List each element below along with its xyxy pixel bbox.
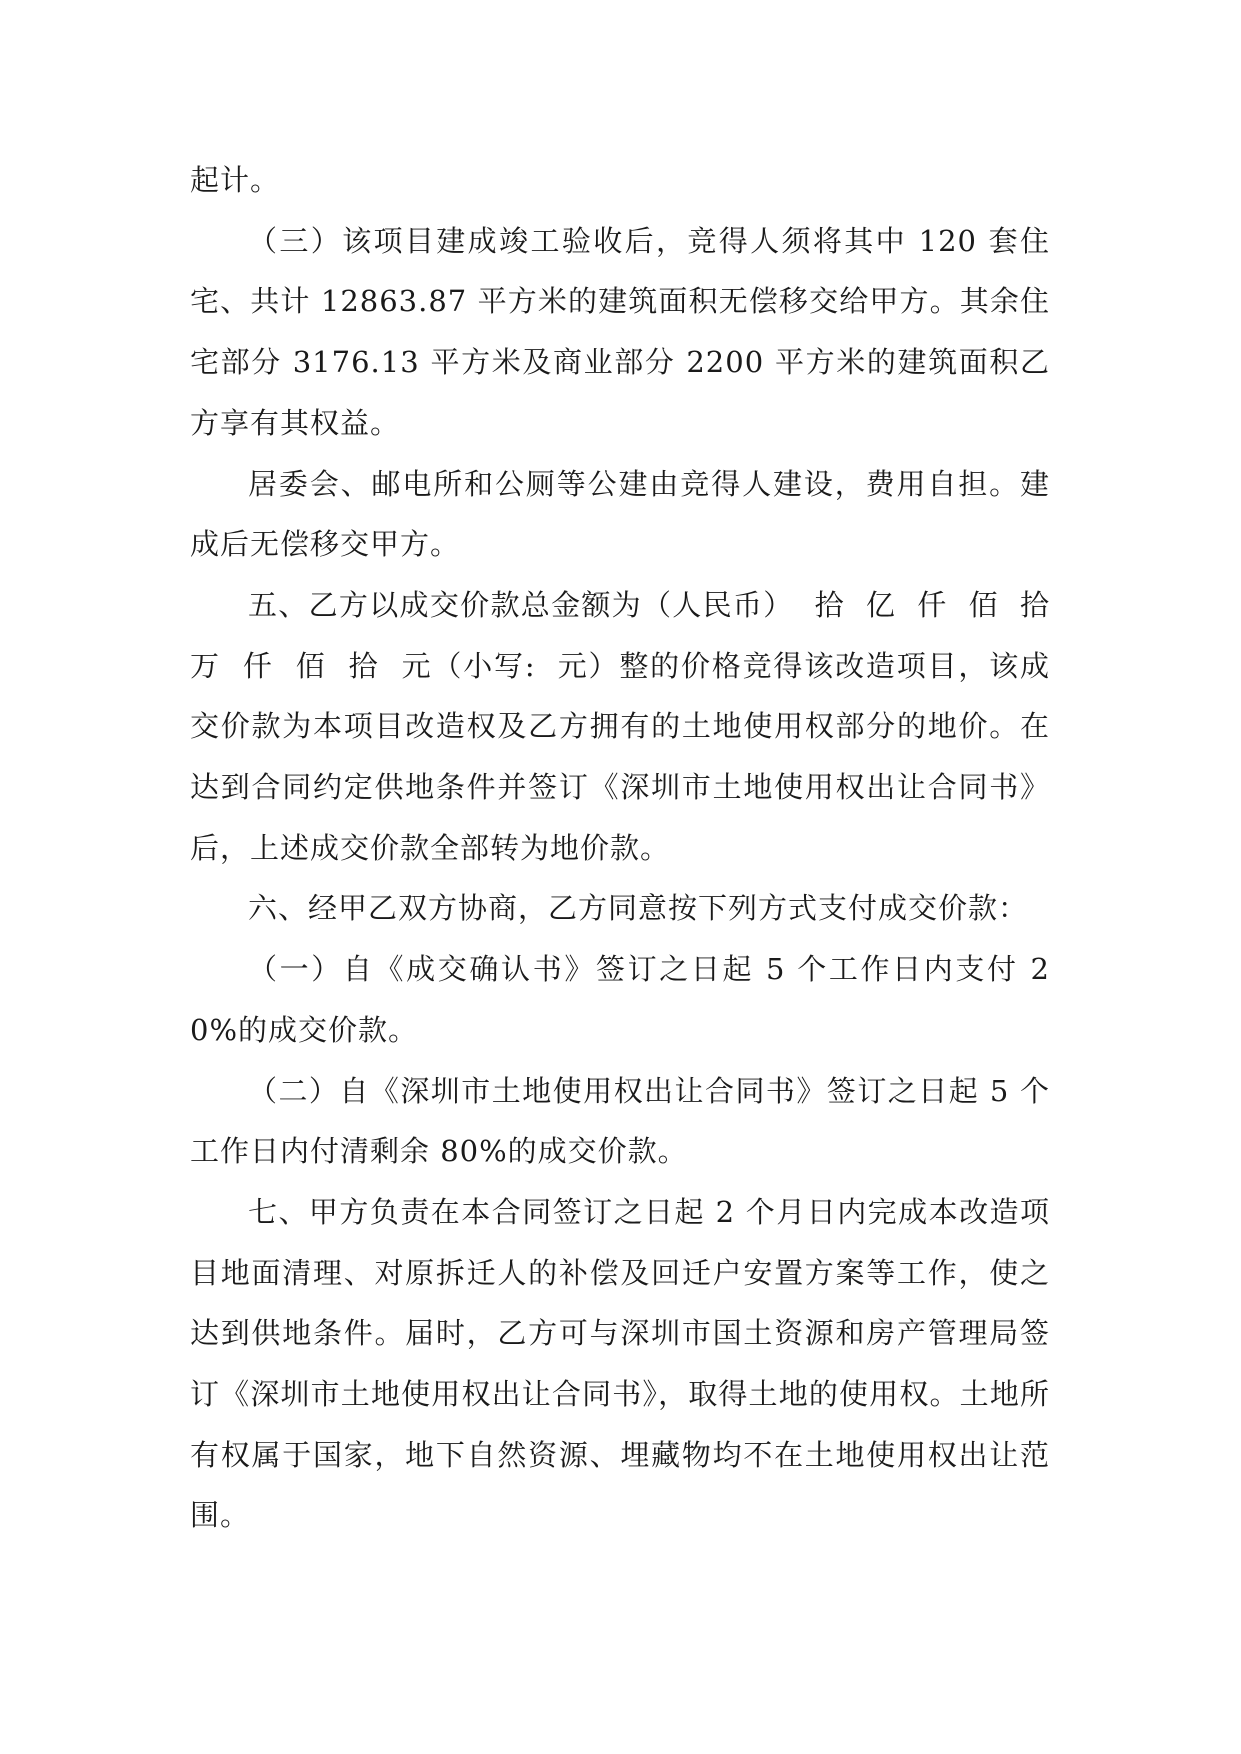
paragraph-payment-2: （二）自《深圳市土地使用权出让合同书》签订之日起 5 个工作日内付清剩余 80%的成交价款。 xyxy=(190,1073,1050,1169)
document-body xyxy=(190,150,1071,1546)
paragraph-clause-3: （三）该项目建成竣工验收后，竞得人须将其中 120 套住宅、共计 12863.87 平方米的建筑面积无偿移交给甲方。其余住宅部分 3176.13 平方米及商业部分 2200 平方米的建筑面积乙方享有其权益。 xyxy=(190,223,1050,440)
paragraph-article-6: 六、经甲乙双方协商，乙方同意按下列方式支付成交价款： xyxy=(248,891,1029,926)
paragraph-article-5: 五、乙方以成交价款总金额为（人民币） 拾 亿 仟 佰 拾 万 仟 佰 拾 元（小写: 元）整的价格竞得该改造项目，该成交价款为本项目改造权及乙方拥有的土地使用权部分的地价。在达到合同约定供地条件并签订《深圳市土地使用权出让合同书》后，上述成交价款全部转为地价款。 xyxy=(190,587,1071,865)
paragraph-article-7: 七、甲方负责在本合同签订之日起 2 个月日内完成本改造项目地面清理、对原拆迁人的补偿及回迁户安置方案等工作，使之达到供地条件。届时，乙方可与深圳市国土资源和房产管理局签订《深圳市土地使用权出让合同书》，取得土地的使用权。土地所有权属于国家，地下自然资源、埋藏物均不在土地使用权出让范围。 xyxy=(190,1194,1050,1533)
paragraph-public-facilities: 居委会、邮电所和公厕等公建由竞得人建设，费用自担。建成后无偿移交甲方。 xyxy=(190,466,1050,562)
paragraph-continuation: 起计。 xyxy=(190,163,281,197)
paragraph-payment-1: （一）自《成交确认书》签订之日起 5 个工作日内支付 20%的成交价款。 xyxy=(190,952,1050,1047)
